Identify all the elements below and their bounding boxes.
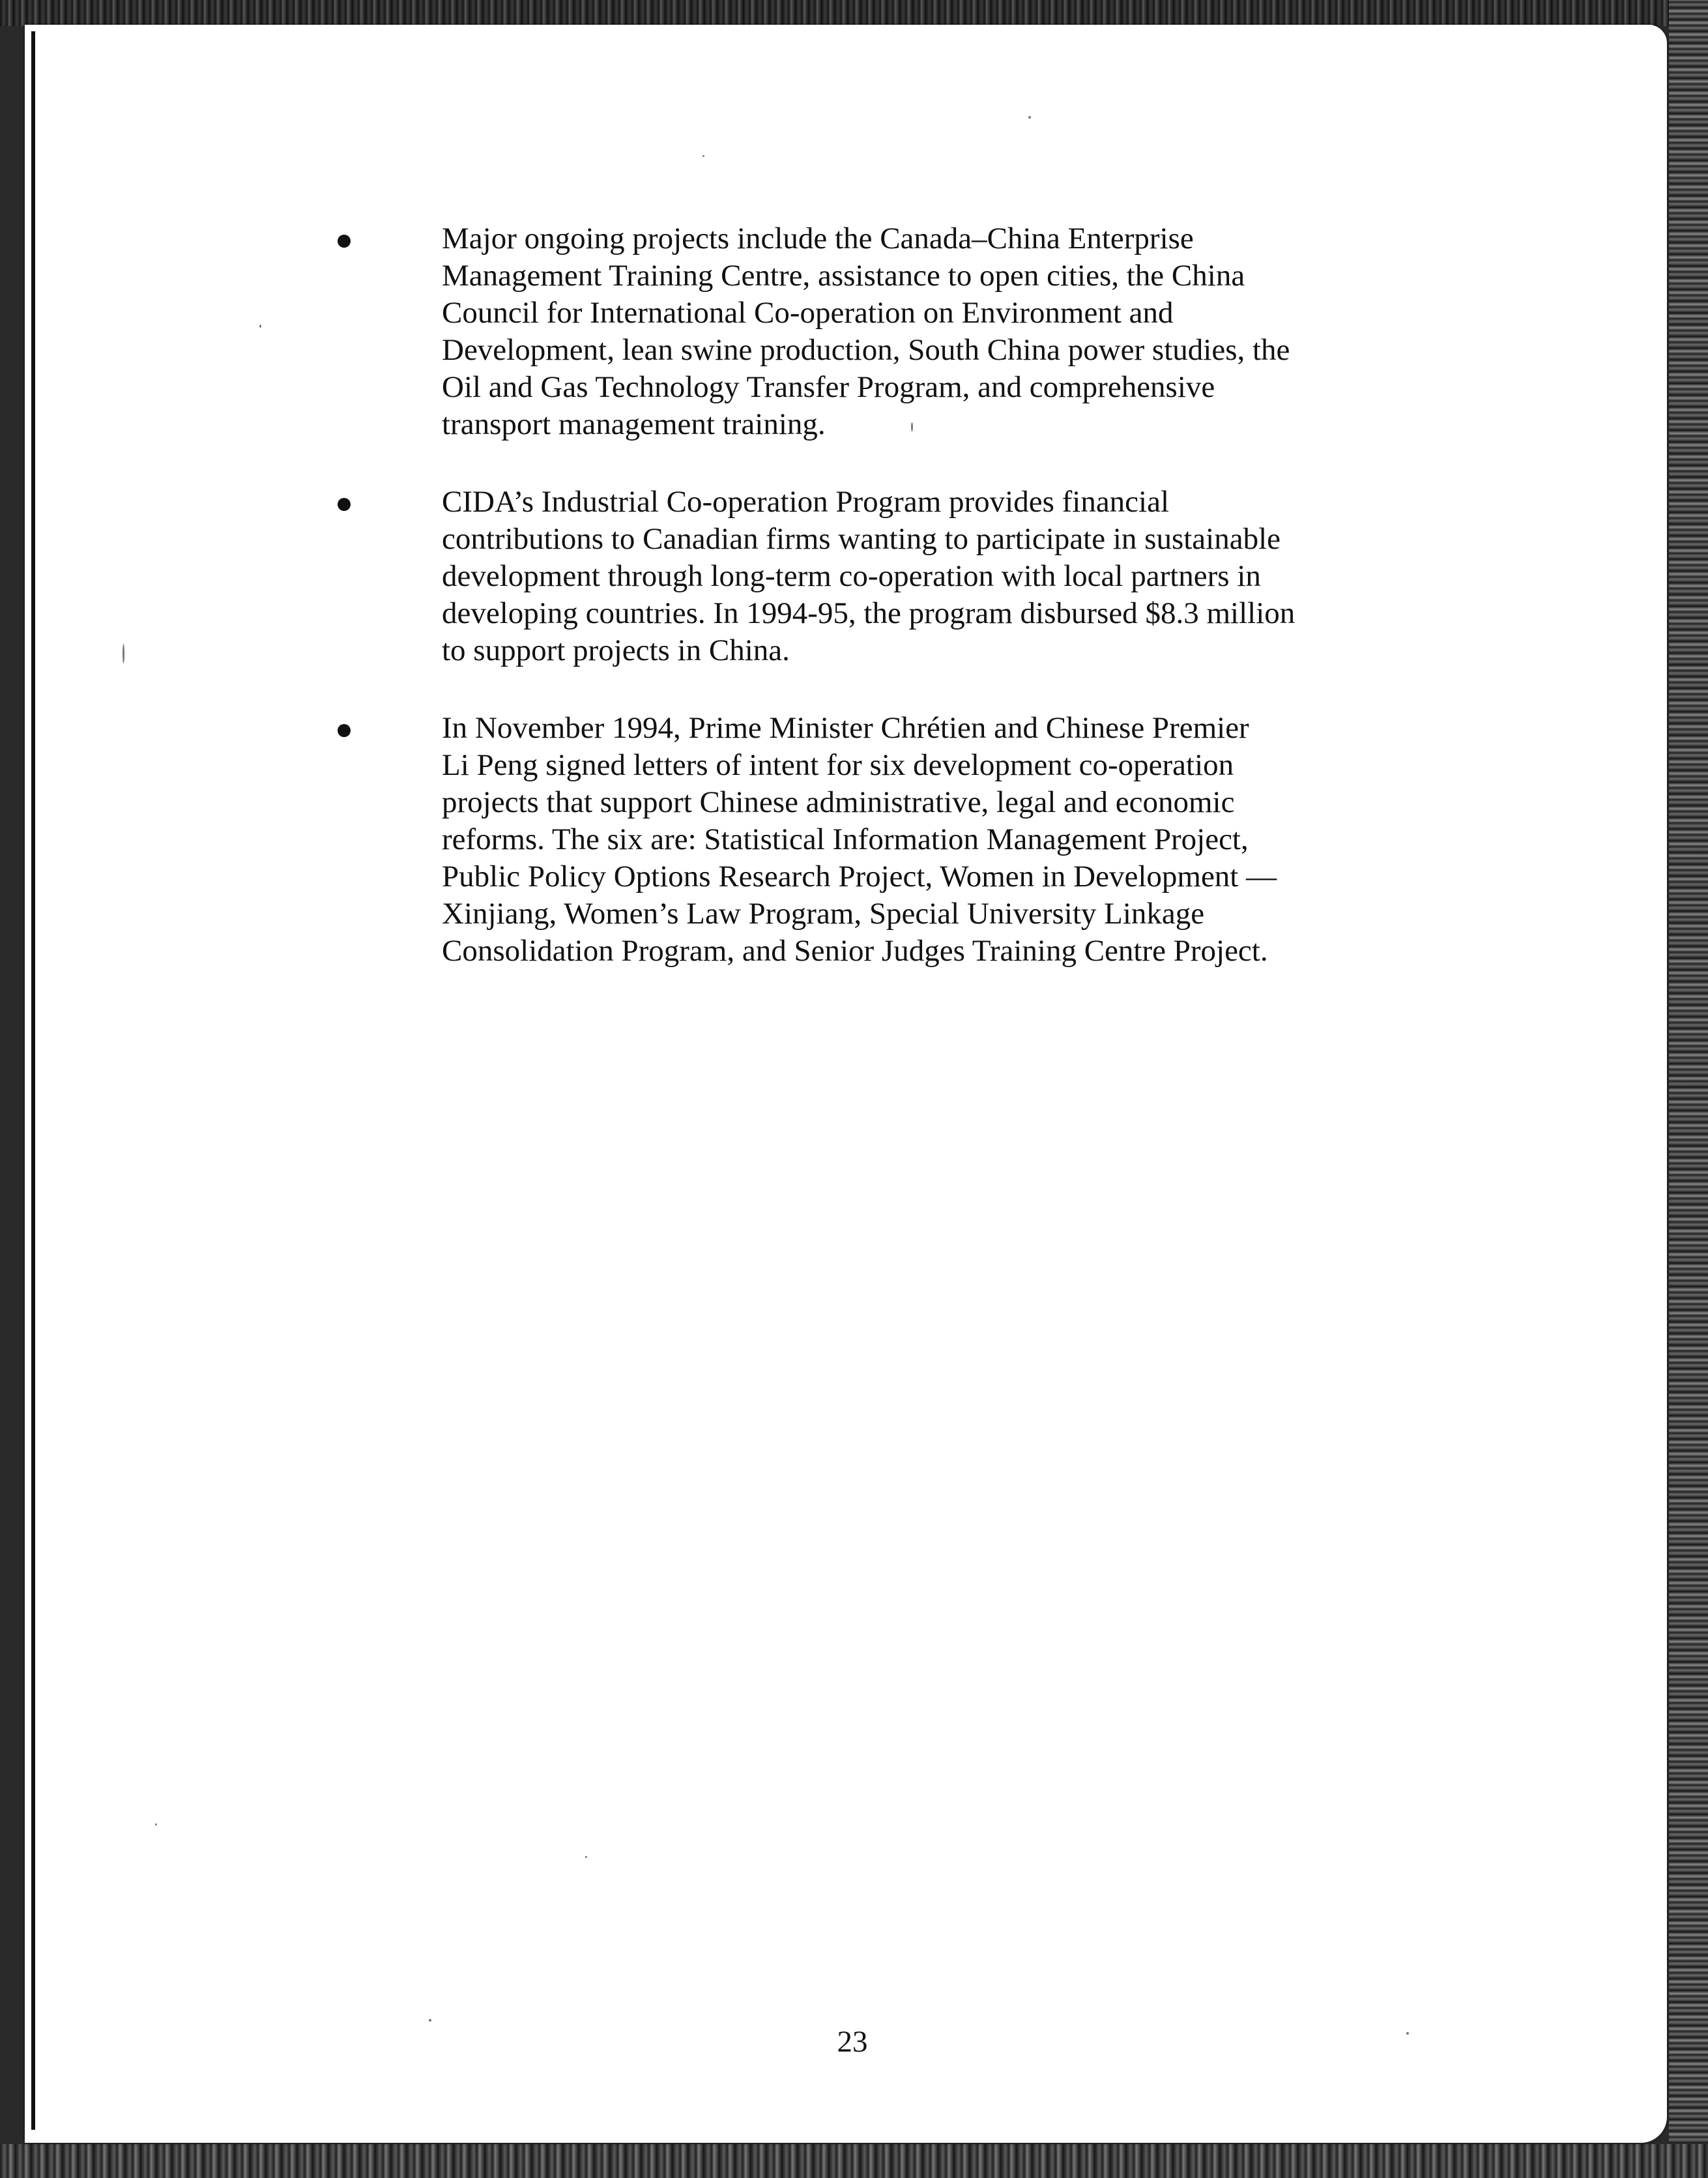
list-item xyxy=(338,710,1419,970)
bullet-icon xyxy=(338,498,351,511)
list-item xyxy=(338,220,1419,443)
bullet-list xyxy=(338,220,1419,1010)
scan-speck xyxy=(123,644,124,663)
bullet-text: Major ongoing projects include the Canada–China Enterprise Management Training Centre, assistance to open cities, the China Council for International Co-operation on Environment and Development, lean swine production, South China power studies, the Oil and Gas Technology Transfer Program, and comprehensive transport management training. xyxy=(442,222,1290,441)
scan-speck xyxy=(429,2019,431,2022)
scan-border-bottom xyxy=(0,2144,1708,2178)
scan-speck xyxy=(1028,116,1031,119)
page-left-edge xyxy=(31,31,35,2130)
scan-speck xyxy=(702,155,704,157)
scan-border-right xyxy=(1669,0,1708,2178)
scan-speck xyxy=(585,1856,587,1858)
scan-speck xyxy=(911,422,913,431)
scan-speck xyxy=(259,325,261,328)
page-number: 23 xyxy=(837,2025,868,2059)
bullet-icon xyxy=(338,724,351,737)
bullet-text: CIDA’s Industrial Co-operation Program provides financial contributions to Canadian firms wanting to participate in sustainable development through long-term co-operation with local partners in developing countries. In 1994-95, the program disbursed $8.3 million to support projects in China. xyxy=(442,485,1295,667)
scan-border-top xyxy=(0,0,1708,26)
list-item xyxy=(338,484,1419,669)
bullet-icon xyxy=(338,235,351,248)
bullet-text: In November 1994, Prime Minister Chrétien and Chinese Premier Li Peng signed letters of intent for six development co-operation projects that support Chinese administrative, legal and economic reforms. The six are: Statistical Information Management Project, Public Policy Options Research Project, Women in Development — Xinjiang, Women’s Law Program, Special University Linkage Consolidation Program, and Senior Judges Training Centre Project. xyxy=(442,711,1277,968)
scan-speck xyxy=(155,1823,157,1825)
scan-speck xyxy=(1406,2032,1409,2035)
document-page xyxy=(25,25,1667,2143)
